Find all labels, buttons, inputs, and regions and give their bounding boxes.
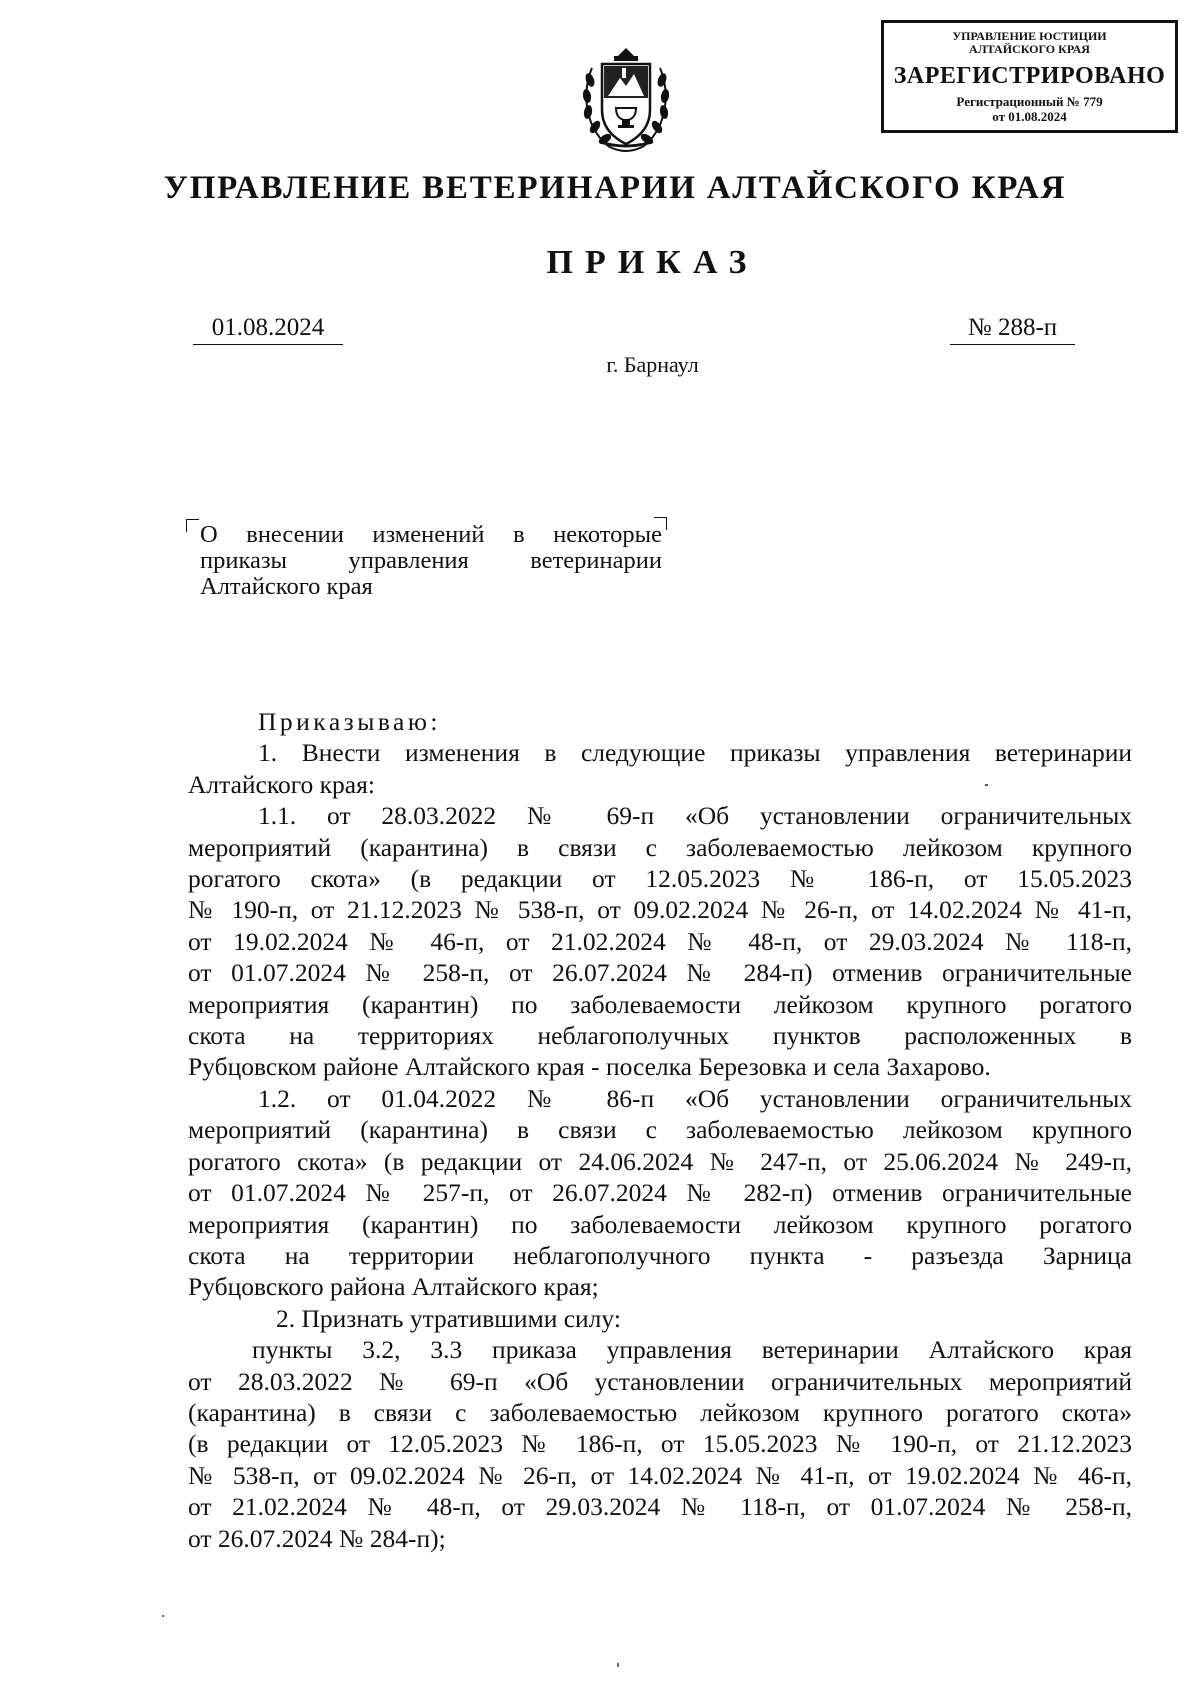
body-line: скота на территориях неблагополучных пунктов расположенных в (188, 1021, 1132, 1051)
stamp-status: ЗАРЕГИСТРИРОВАНО (893, 63, 1166, 89)
body-line: от 19.02.2024 № 46-п, от 21.02.2024 № 48-п, от 29.03.2024 № 118-п, (188, 926, 1132, 956)
body-line: от 28.03.2022 № 69-п «Об установлении ограничительных мероприятий (188, 1366, 1132, 1396)
body-line: 1.2. от 01.04.2022 № 86-п «Об установлении ограничительных (258, 1083, 1132, 1113)
body-line: Алтайского края: (188, 769, 375, 799)
order-date: 01.08.2024 (193, 314, 343, 345)
subject-line: приказы управления ветеринарии (200, 547, 662, 574)
body-line: мероприятия (карантин) по заболеваемости лейкозом крупного рогатого (188, 989, 1132, 1019)
body-line: № 538-п, от 09.02.2024 № 26-п, от 14.02.2024 № 41-п, от 19.02.2024 № 46-п, (188, 1460, 1132, 1490)
stamp-registration-date: от 01.08.2024 (992, 109, 1067, 124)
document-type: ПРИКАЗ (546, 244, 759, 281)
order-subject (200, 522, 662, 600)
body-line: пункты 3.2, 3.3 приказа управления ветеринарии Алтайского края (252, 1335, 1132, 1365)
stamp-registration-number: Регистрационный № 779 (956, 94, 1103, 109)
prikazyvayu-heading: Приказываю: (258, 707, 441, 736)
body-line: рогатого скота» (в редакции от 24.06.2024 № 247-п, от 25.06.2024 № 249-п, (188, 1146, 1132, 1176)
body-line: от 26.07.2024 № 284-п); (188, 1523, 446, 1553)
body-line: (в редакции от 12.05.2023 № 186-п, от 15.05.2023 № 190-п, от 21.12.2023 (188, 1429, 1132, 1459)
body-line: № 190-п, от 21.12.2023 № 538-п, от 09.02.2024 № 26-п, от 14.02.2024 № 41-п, (188, 895, 1132, 925)
body-line: скота на территории неблагополучного пункта - разъезда Зарница (188, 1240, 1132, 1270)
registration-stamp (881, 20, 1178, 133)
stamp-authority-line1: УПРАВЛЕНИЕ ЮСТИЦИИ (952, 29, 1107, 43)
body-line: мероприятий (карантина) в связи с заболеваемостью лейкозом крупного (188, 1115, 1132, 1145)
scan-speck (162, 1615, 164, 1617)
body-line: (карантина) в связи с заболеваемостью лейкозом крупного рогатого скота» (188, 1397, 1132, 1427)
body-line: Рубцовского района Алтайского края; (188, 1272, 599, 1302)
body-line: от 01.07.2024 № 257-п, от 26.07.2024 № 282-п) отменив ограничительные (188, 1178, 1132, 1208)
city: г. Барнаул (606, 352, 699, 377)
scan-speck (617, 1663, 619, 1667)
body-line: рогатого скота» (в редакции от 12.05.2023 № 186-п, от 15.05.2023 (188, 864, 1132, 894)
organization-title: УПРАВЛЕНИЕ ВЕТЕРИНАРИИ АЛТАЙСКОГО КРАЯ (163, 170, 1067, 206)
body-line: 2. Признать утратившими силу: (276, 1303, 621, 1333)
body-line: мероприятий (карантина) в связи с заболеваемостью лейкозом крупного (188, 832, 1132, 862)
body-line: мероприятия (карантин) по заболеваемости лейкозом крупного рогатого (188, 1209, 1132, 1239)
altai-coat-of-arms-emblem (578, 46, 674, 158)
order-number: № 288-п (950, 314, 1075, 345)
subject-line: О внесении изменений в некоторые (200, 521, 662, 548)
body-line: от 01.07.2024 № 258-п, от 26.07.2024 № 284-п) отменив ограничительные (188, 958, 1132, 988)
subject-bracket-left (186, 519, 199, 532)
subject-line: Алтайского края (200, 573, 373, 600)
body-line: от 21.02.2024 № 48-п, от 29.03.2024 № 118-п, от 01.07.2024 № 258-п, (188, 1492, 1132, 1522)
body-line: 1. Внести изменения в следующие приказы управления ветеринарии (258, 738, 1132, 768)
body-line: Рубцовском районе Алтайского края - поселка Березовка и села Захарово. (188, 1052, 991, 1082)
order-body (188, 706, 1132, 1554)
stamp-authority-line2: АЛТАЙСКОГО КРАЯ (969, 42, 1090, 56)
scan-speck (985, 784, 988, 786)
body-line: 1.1. от 28.03.2022 № 69-п «Об установлении ограничительных (258, 801, 1132, 831)
